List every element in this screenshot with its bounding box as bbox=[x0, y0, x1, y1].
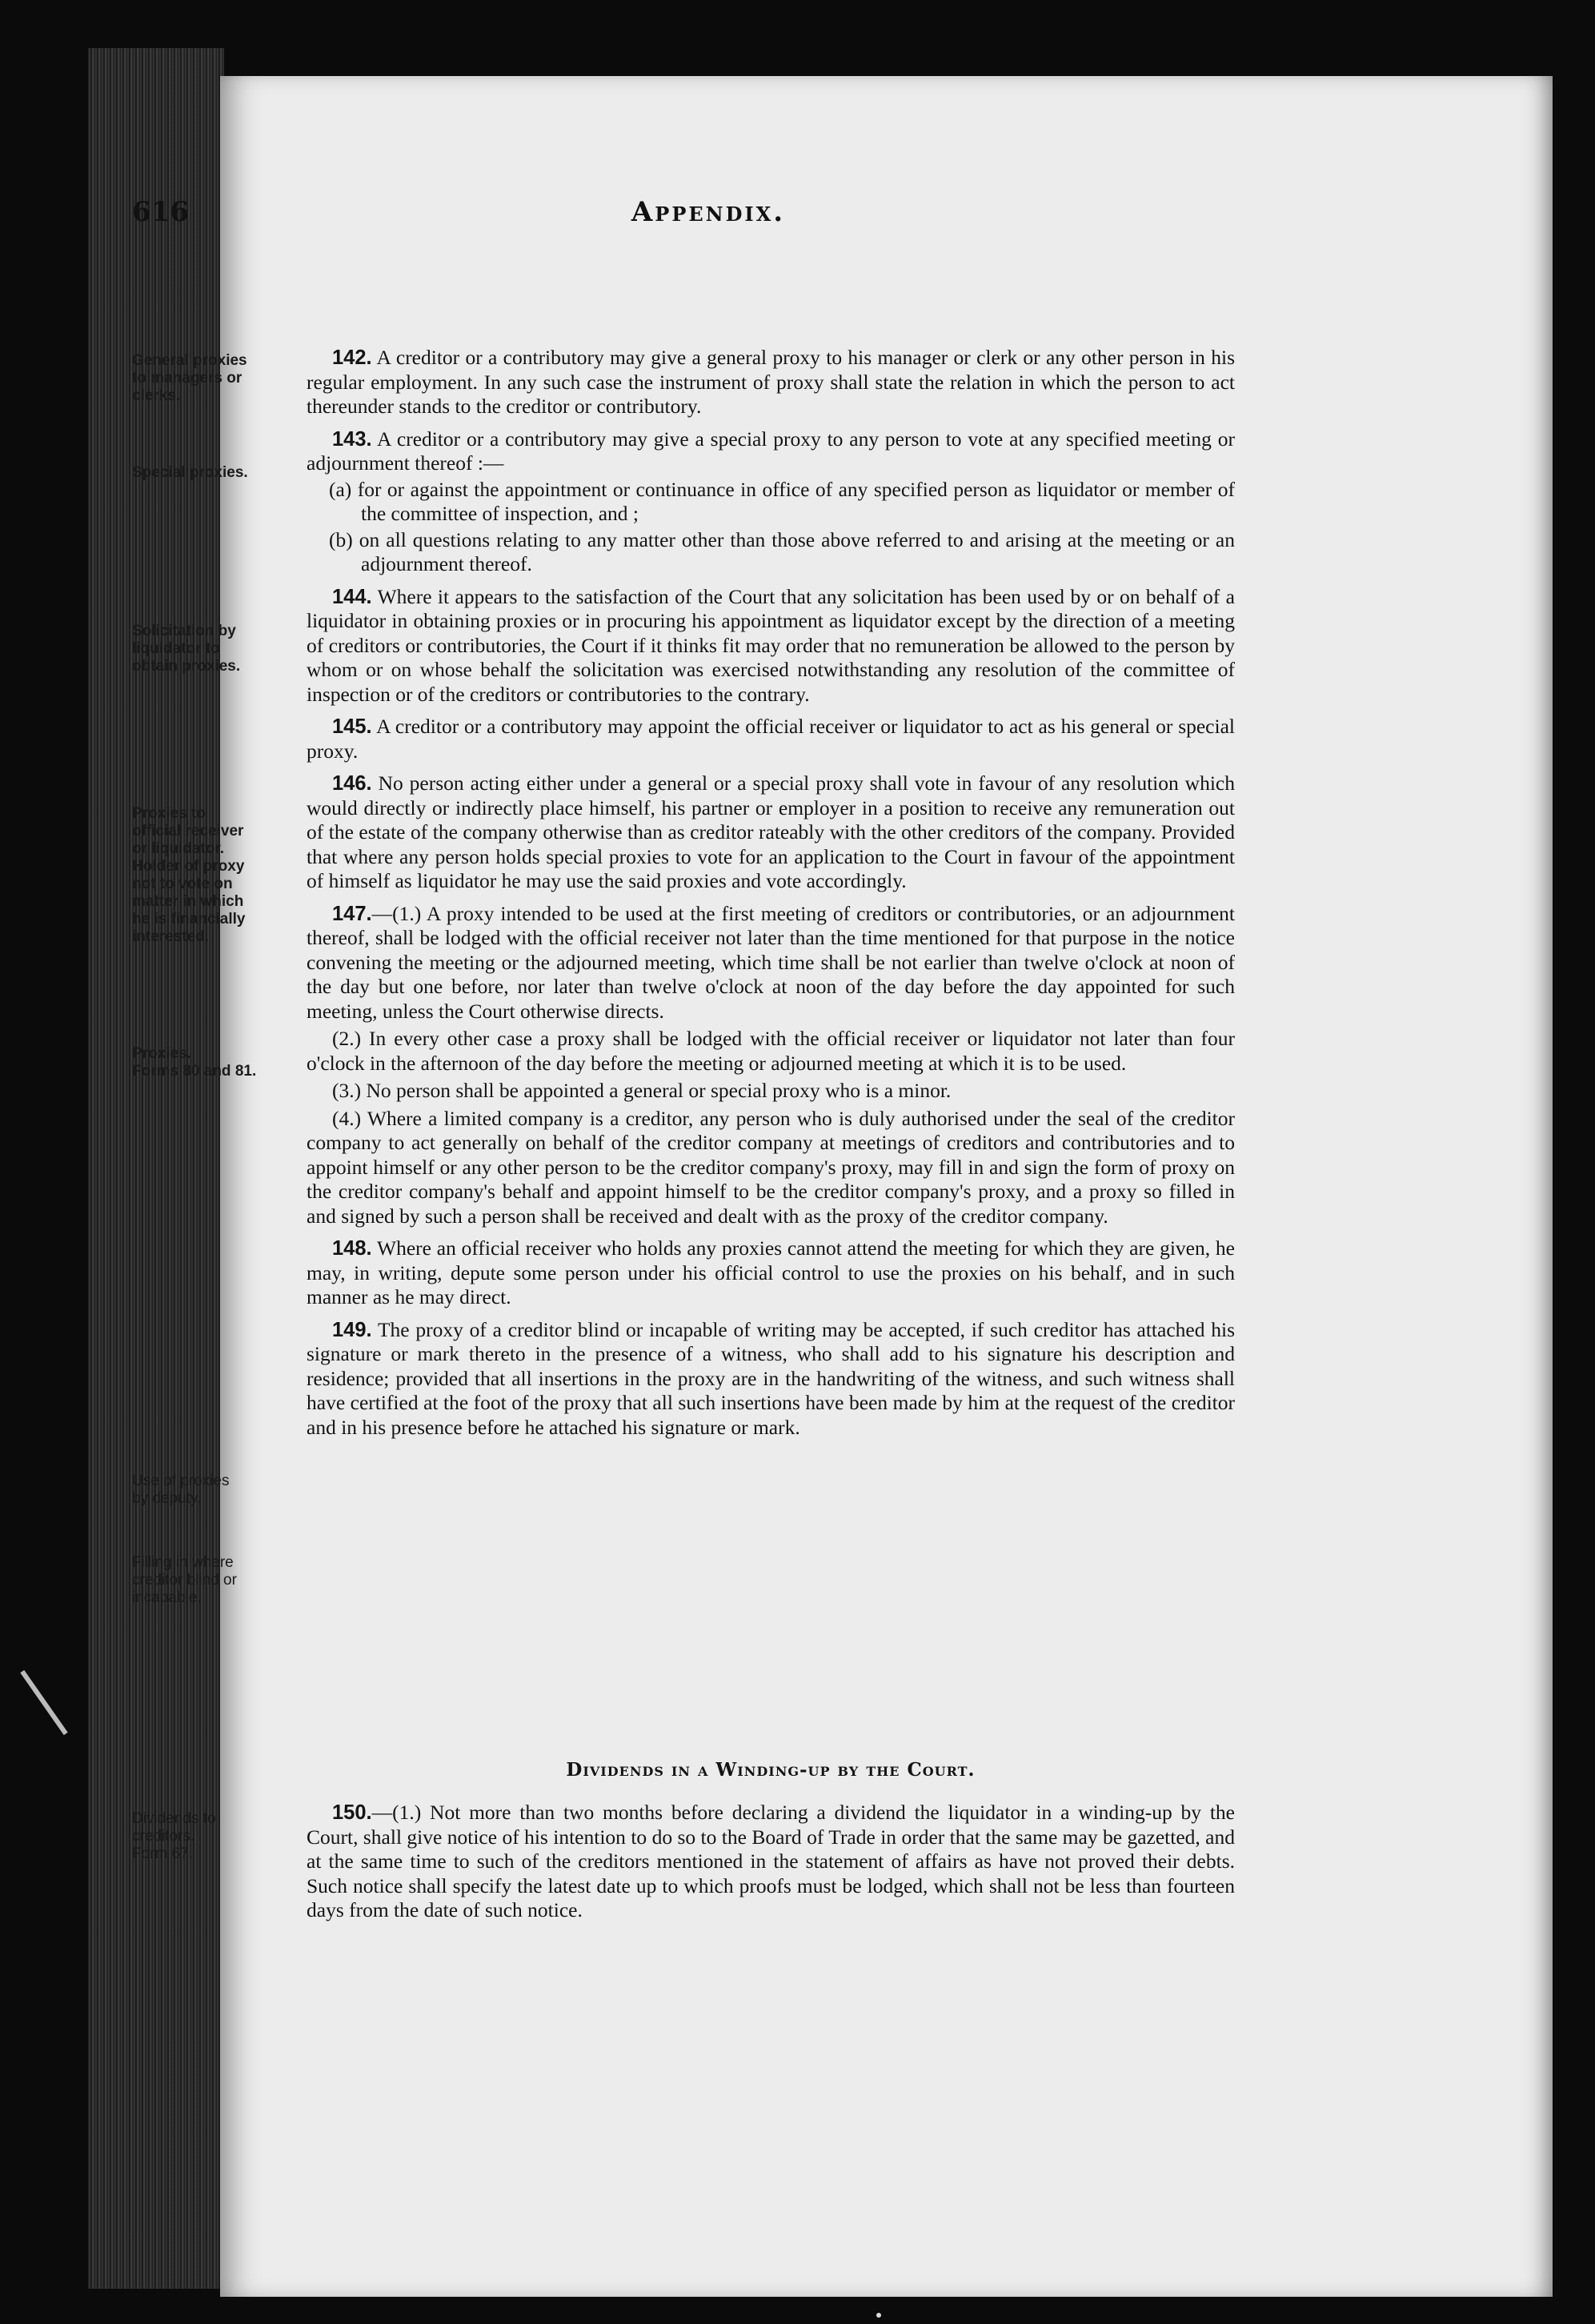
page-number: 616 bbox=[132, 196, 189, 228]
section-heading-dividends: Dividends in a Winding-up by the Court. bbox=[566, 1759, 976, 1781]
margin-note-144: Solicitation by liquidator to obtain proxies. bbox=[132, 623, 241, 675]
section-150: 150.—(1.) Not more than two months before declaring a dividend the liquidator in a winding-up by the Court, shall give notice of his intention to do so to the Board of Trade in order that the same may be gazetted, and at the same time to such of the creditors mentioned in the statement of affairs as have not proved their debts. Such notice shall specify the latest date up to which proofs must be lodged, which shall not be less than fourteen days from the date of such notice. bbox=[307, 1801, 1235, 1921]
film-speck bbox=[876, 2313, 881, 2318]
margin-note-149: Filling in where creditor blind or incapable. bbox=[132, 1554, 237, 1606]
section-147: 147.—(1.) A proxy intended to be used at the first meeting of creditors or contributories, or an adjournment thereof, shall be lodged with the official receiver not later than the time mentioned for that purpose in the notice convening the meeting or the adjourned meeting, which time shall be not earlier than twelve o'clock at noon of the day but one before, nor later than twelve o'clock at noon of the day before the day appointed for such meeting, unless the Court otherwise directs. bbox=[307, 901, 1235, 1023]
section-145: 145. A creditor or a contributory may appoint the official receiver or liquidator to act as his general or special proxy. bbox=[307, 715, 1235, 763]
section-143-a: (a) for or against the appointment or continuance in office of any specified person as liquidator or member of the committee of inspection, and ; bbox=[329, 477, 1235, 525]
main-text-column-lower bbox=[307, 1801, 1235, 1931]
section-143: 143. A creditor or a contributory may give a special proxy to any person to vote at any specified meeting or adjournment thereof :— bbox=[307, 427, 1235, 475]
section-147-4: (4.) Where a limited company is a creditor, any person who is duly authorised under the seal of the creditor company to act generally on behalf of the creditor company at meetings of creditors and contributories and to appoint himself or any other person to be the creditor company's proxy, may fill in and sign the form of proxy on the creditor company's behalf and appoint himself to be the creditor company's proxy, and a proxy so filled in and signed by such a person shall be received and dealt with as the proxy of the creditor company. bbox=[307, 1106, 1235, 1228]
section-147-2: (2.) In every other case a proxy shall be lodged with the official receiver or liquidator not later than four o'clock in the afternoon of the day before the meeting or adjourned meeting at which it is to be used. bbox=[307, 1027, 1235, 1075]
main-text-column bbox=[307, 346, 1235, 1448]
margin-note-142: General proxies to managers or clerks. bbox=[132, 352, 247, 404]
margin-note-145-146: Proxies to official receiver or liquidator. Holder of proxy not to vote on matter in which he is financially interested. bbox=[132, 805, 246, 945]
section-143-b: (b) on all questions relating to any matter other than those above referred to and arising at the meeting or an adjournment thereof. bbox=[329, 527, 1235, 575]
running-title: Appendix. bbox=[631, 196, 786, 228]
section-144: 144. Where it appears to the satisfaction of the Court that any solicitation has been used by or on behalf of a liquidator in obtaining proxies or in procuring his appointment as liquidator except by the direction of a meeting of creditors or contributories, the Court if it thinks fit may order that no remuneration be allowed to the person by whom or on whose behalf the solicitation was exercised notwithstanding any resolution of the committee of inspection or of the creditors or contributories to the contrary. bbox=[307, 584, 1235, 706]
margin-note-150: Dividends to creditors. Form 67. bbox=[132, 1810, 216, 1862]
margin-note-148: Use of proxies by deputy. bbox=[132, 1473, 230, 1507]
section-148: 148. Where an official receiver who holds any proxies cannot attend the meeting for which they are given, he may, in writing, depute some person under his official control to use the proxies on his behalf, and in such manner as he may direct. bbox=[307, 1236, 1235, 1308]
film-scratch-mark bbox=[20, 1670, 67, 1735]
section-149: 149. The proxy of a creditor blind or incapable of writing may be accepted, if such creditor has attached his signature or mark thereto in the presence of a witness, who shall add to his signature his description and residence; provided that all insertions in the proxy are in the handwriting of the witness, and such witness shall have certified at the foot of the proxy that all such insertions have been made by him at the request of the creditor and in his presence before he attached his signature or mark. bbox=[307, 1317, 1235, 1439]
margin-note-147: Proxies. Forms 80 and 81. bbox=[132, 1045, 257, 1080]
section-147-3: (3.) No person shall be appointed a general or special proxy who is a minor. bbox=[332, 1079, 952, 1102]
margin-note-143: Special proxies. bbox=[132, 464, 248, 481]
section-146: 146. No person acting either under a general or a special proxy shall vote in favour of any resolution which would directly or indirectly place himself, his partner or employer in a position to receive any remuneration out of the estate of the company otherwise than as creditor rateably with the other creditors of the company. Provided that where any person holds special proxies to vote for an application to the Court in favour of the appointment of himself as liquidator he may use the said proxies and vote accordingly. bbox=[307, 771, 1235, 892]
section-142: 142. A creditor or a contributory may give a general proxy to his manager or clerk or any other person in his regular employment. In any such case the instrument of proxy shall state the relation in which the person to act thereunder stands to the creditor or contributory. bbox=[307, 346, 1235, 418]
